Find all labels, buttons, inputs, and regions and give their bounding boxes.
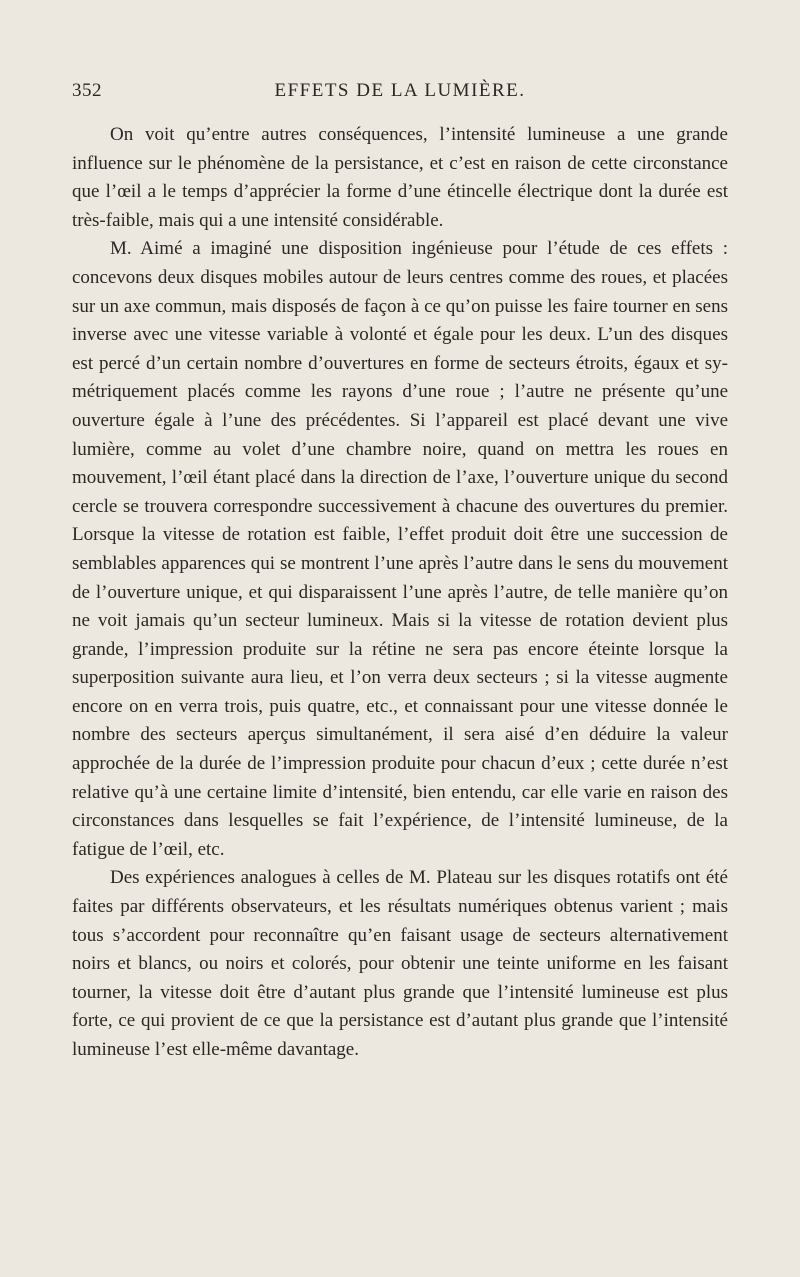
- paragraph: On voit qu’entre autres conséquences, l’intensité lumineuse a une grande influence sur le phénomène de la persistance, et c’est en raison de cette circonstance que l’œil a le temps d’apprécier la forme d’une étincelle électrique dont la durée est très-faible, mais qui a une intensité considérable.: [72, 124, 728, 231]
- body-text: [72, 121, 728, 1065]
- running-title: EFFETS DE LA LUMIÈRE.: [274, 80, 526, 101]
- paragraph: Des expériences analogues à celles de M. Plateau sur les disques rotatifs ont été faites par différents observateurs, et les résultats numériques obtenus varient ; mais tous s’accordent pour reconnaître qu’en faisant usage de secteurs alternativement noirs et blancs, ou noirs et colorés, pour obtenir une teinte uniforme en les faisant tourner, la vitesse doit être d’autant plus grande que l’intensité lumineuse est plus forte, ce qui provient de ce que la persistance est d’autant plus grande que l’intensité lumineuse l’est elle-même davantage.: [72, 867, 728, 1060]
- page-header: [72, 80, 728, 108]
- paragraph: M. Aimé a imaginé une disposition ingénieuse pour l’étude de ces effets : concevons deux disques mobiles autour de leurs centres comme des roues, et placées sur un axe commun, mais disposés de façon à ce qu’on puisse les faire tourner en sens inverse avec une vitesse variable à volonté et égale pour les deux. L’un des disques est percé d’un certain nombre d’ouvertures en forme de secteurs étroits, égaux et symétriquement placés comme les rayons d’une roue ; l’autre ne présente qu’une ouverture égale à l’une des précédentes. Si l’appareil est placé devant une vive lumière, comme au volet d’une chambre noire, quand on mettra les roues en mouvement, l’œil étant placé dans la direction de l’axe, l’ouverture unique du second cercle se trouvera correspondre successivement à chacune des ouvertures du premier. Lorsque la vitesse de rotation est faible, l’effet produit doit être une succession de semblables apparences qui se montrent l’une après l’autre dans le sens du mouvement de l’ouverture unique, et qui disparaissent l’une après l’autre, de telle manière qu’on ne voit jamais qu’un secteur lumineux. Mais si la vitesse de rotation devient plus grande, l’impression produite sur la rétine ne sera pas encore éteinte lorsque la superposition suivante aura lieu, et l’on verra deux secteurs ; si la vitesse augmente encore on en verra trois, puis quatre, etc., et connaissant pour une vitesse donnée le nombre des secteurs aperçus simultanément, il sera aisé d’en déduire la valeur approchée de la durée de l’impression produite pour chacun d’eux ; cette durée n’est relative qu’à une certaine limite d’intensité, bien entendu, car elle varie en raison des circonstances dans lesquelles se fait l’expérience, de l’intensité lumineuse, de la fatigue de l’œil, etc.: [72, 238, 728, 860]
- page-number: 352: [72, 80, 102, 101]
